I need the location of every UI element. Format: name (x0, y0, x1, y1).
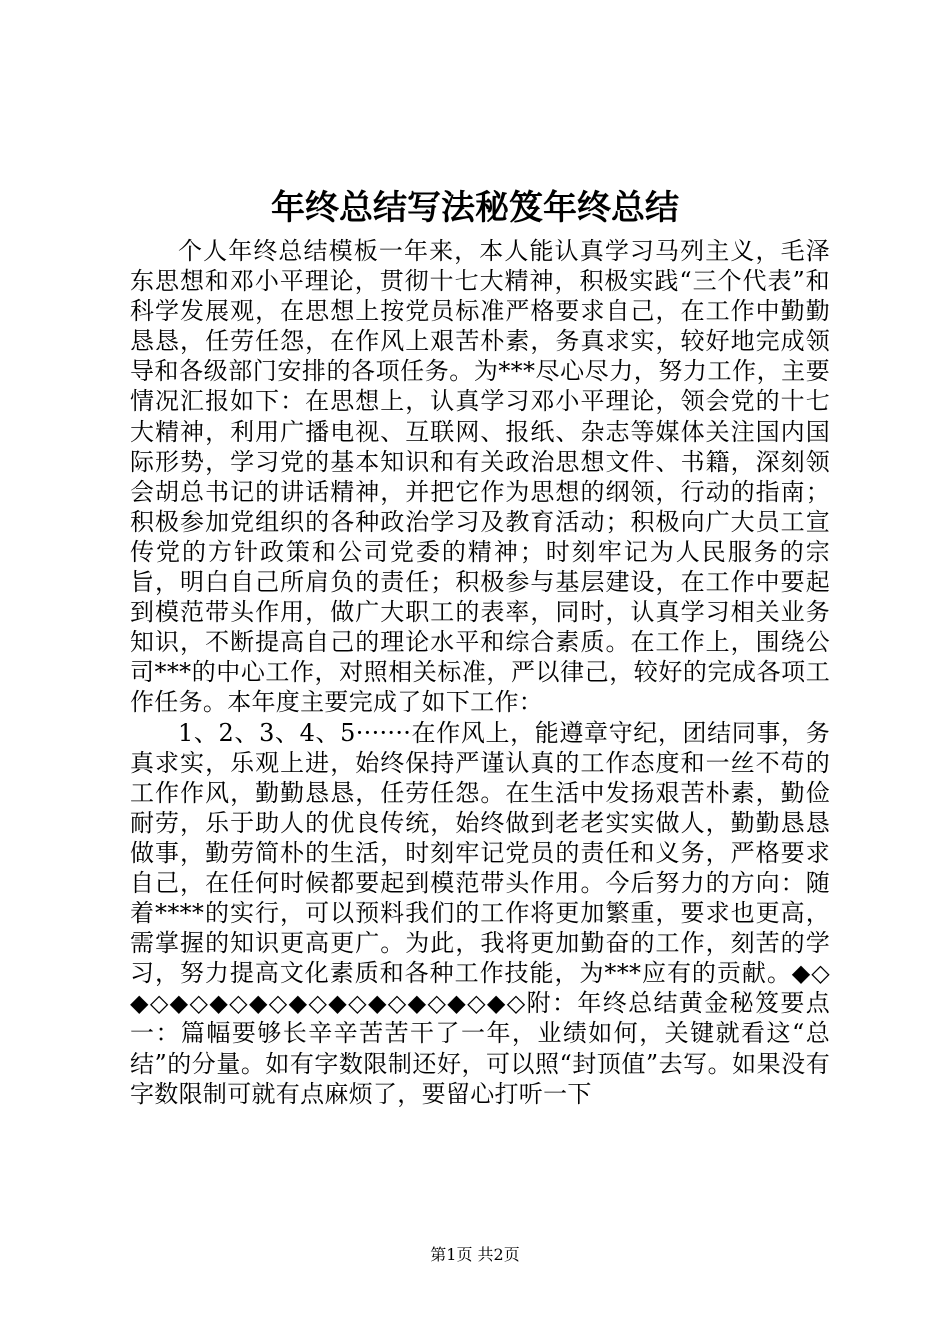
document-body (130, 236, 830, 1109)
paragraph-1: 个人年终总结模板一年来，本人能认真学习马列主义，毛泽东思想和邓小平理论，贯彻十七大精神，积极实践“三个代表”和科学发展观，在思想上按党员标准严格要求自己，在工作中勤勤恳恳，任劳任怨，在作风上艰苦朴素，务真求实，较好地完成领导和各级部门安排的各项任务。为***尽心尽力，努力工作，主要情况汇报如下：在思想上，认真学习邓小平理论，领会党的十七大精神，利用广播电视、互联网、报纸、杂志等媒体关注国内国际形势，学习党的基本知识和有关政治思想文件、书籍，深刻领会胡总书记的讲话精神，并把它作为思想的纲领，行动的指南；积极参加党组织的各种政治学习及教育活动；积极向广大员工宣传党的方针政策和公司党委的精神；时刻牢记为人民服务的宗旨，明白自己所肩负的责任；积极参与基层建设，在工作中要起到模范带头作用，做广大职工的表率，同时，认真学习相关业务知识，不断提高自己的理论水平和综合素质。在工作上，围绕公司***的中心工作，对照相关标准，严以律己，较好的完成各项工作任务。本年度主要完成了如下工作： (130, 237, 830, 717)
paragraph-2: 1、2、3、4、5·······在作风上，能遵章守纪，团结同事，务真求实，乐观上进，始终保持严谨认真的工作态度和一丝不苟的工作作风，勤勤恳恳，任劳任怨。在生活中发扬艰苦朴素，勤俭耐劳，乐于助人的优良传统，始终做到老老实实做人，勤勤恳恳做事，勤劳简朴的生活，时刻牢记党员的责任和义务，严格要求自己，在任何时候都要起到模范带头作用。今后努力的方向：随着****的实行，可以预料我们的工作将更加繁重，要求也更高，需掌握的知识更高更广。为此，我将更加勤奋的工作，刻苦的学习，努力提高文化素质和各种工作技能，为***应有的贡献。◆◇◆◇◆◇◆◇◆◇◆◇◆◇◆◇◆◇◆◇◆◇附：年终总结黄金秘笈要点一：篇幅要够长辛辛苦苦干了一年，业绩如何，关键就看这“总结”的分量。如有字数限制还好，可以照“封顶值”去写。如果没有字数限制可就有点麻烦了，要留心打听一下 (130, 718, 830, 1108)
document-title: 年终总结写法秘笈年终总结 (271, 188, 679, 228)
page-footer: 第1页 共2页 (430, 1245, 520, 1264)
